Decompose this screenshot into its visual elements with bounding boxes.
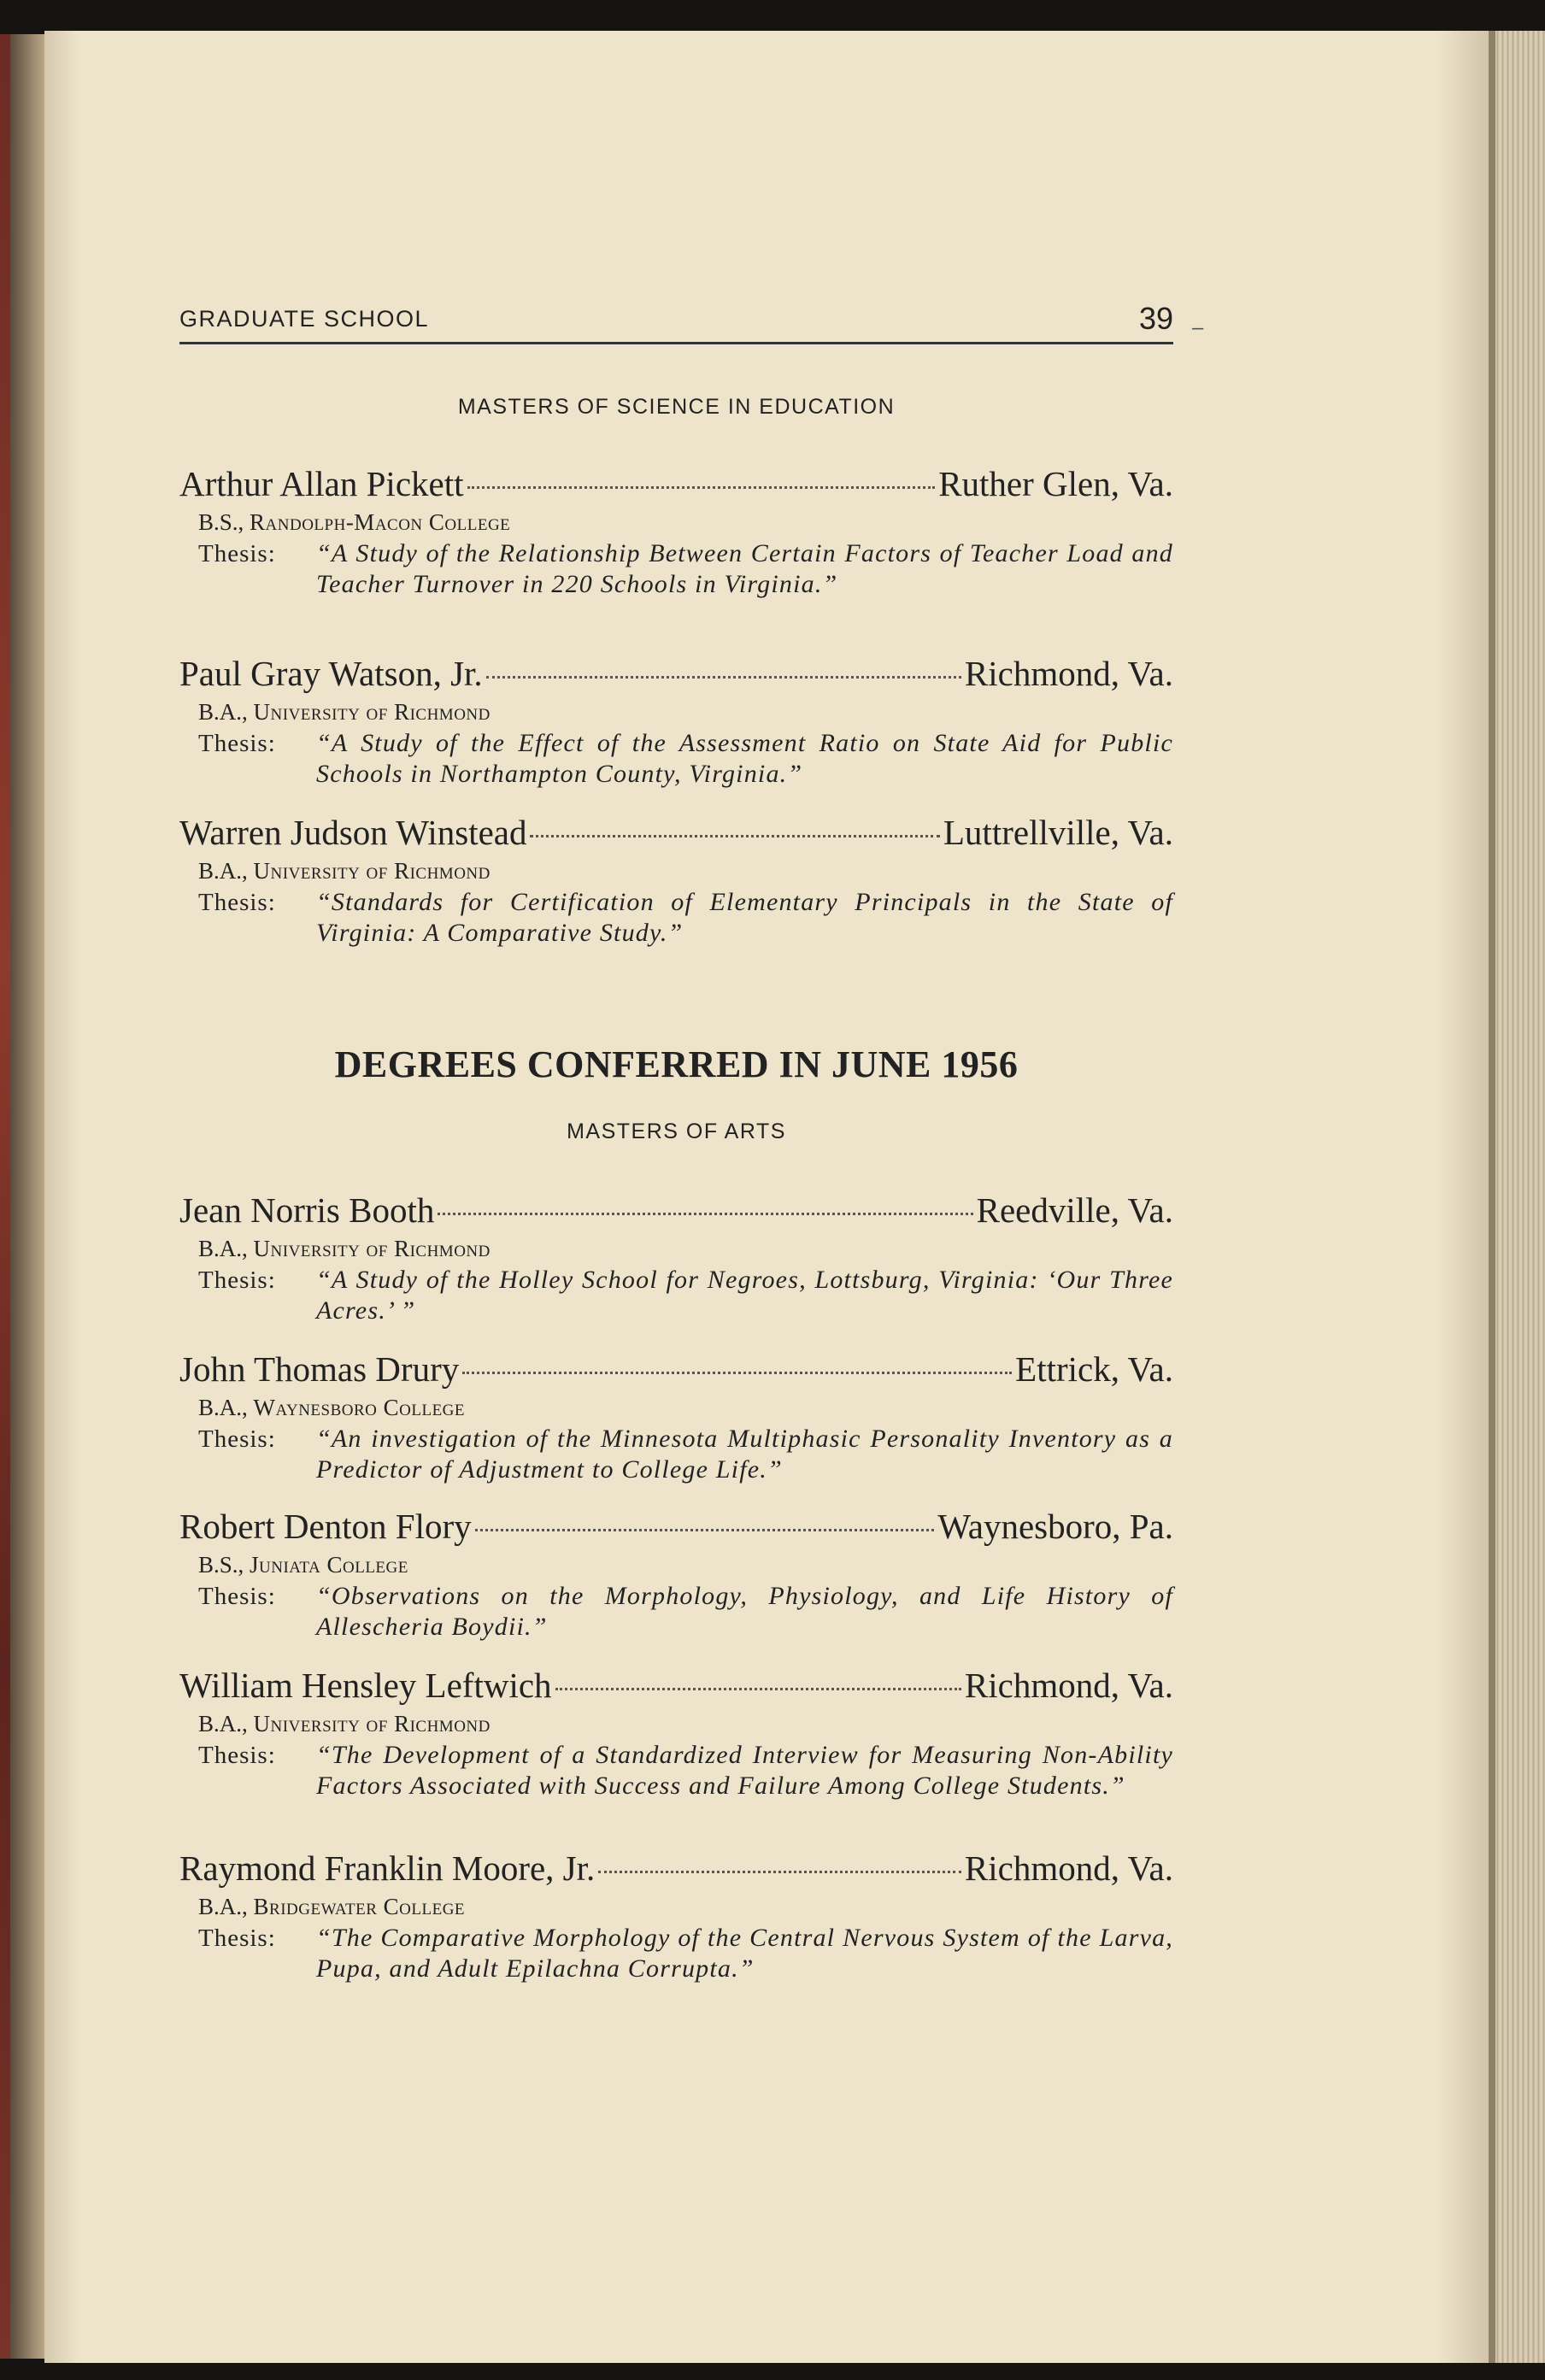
binding-cloth-edge xyxy=(0,34,10,2359)
graduate-hometown: Ruther Glen, Va. xyxy=(938,464,1173,503)
graduate-name: Arthur Allan Pickett xyxy=(179,464,464,503)
margin-mark: – xyxy=(1192,316,1204,339)
graduate-entry xyxy=(179,1846,1173,1984)
graduate-hometown: Waynesboro, Pa. xyxy=(937,1507,1173,1546)
degree-abbrev: B.S., xyxy=(198,509,244,535)
thesis-title: “Standards for Certification of Elementary Principals in the State of Virginia: A Comparative Study.” xyxy=(316,888,1173,947)
graduate-name-line xyxy=(179,1663,1173,1709)
thesis-label: Thesis: xyxy=(198,1425,276,1453)
graduate-name-line xyxy=(179,1846,1173,1892)
degree-college: Waynesboro College xyxy=(253,1395,466,1420)
degree-abbrev: B.A., xyxy=(198,1711,248,1737)
graduate-name-line xyxy=(179,1347,1173,1393)
thesis-label: Thesis: xyxy=(198,540,276,567)
degree-college: University of Richmond xyxy=(253,1236,491,1261)
graduate-hometown: Luttrellville, Va. xyxy=(943,813,1173,852)
graduate-name: Jean Norris Booth xyxy=(179,1190,435,1230)
dot-leader xyxy=(598,1871,961,1873)
graduate-name: Raymond Franklin Moore, Jr. xyxy=(179,1848,596,1888)
prior-degree xyxy=(198,1234,1173,1265)
thesis-title: “Observations on the Morphology, Physiology, and Life History of Allescheria Boydii.” xyxy=(316,1582,1173,1641)
dot-leader xyxy=(438,1213,972,1215)
graduate-hometown: Richmond, Va. xyxy=(964,1848,1173,1888)
dot-leader xyxy=(467,486,936,489)
page-edges-right xyxy=(1489,31,1545,2363)
section-heading-mse: MASTERS OF SCIENCE IN EDUCATION xyxy=(457,395,896,419)
running-head xyxy=(179,301,1173,352)
dot-leader xyxy=(462,1372,1012,1374)
graduate-name: Robert Denton Flory xyxy=(179,1507,472,1546)
degree-college: Randolph-Macon College xyxy=(250,509,511,535)
graduate-entry xyxy=(179,651,1173,790)
thesis-label: Thesis: xyxy=(198,1266,276,1294)
prior-degree xyxy=(198,1550,1173,1581)
header-rule xyxy=(179,342,1173,344)
thesis-block xyxy=(198,1923,1173,1984)
dot-leader xyxy=(530,835,939,837)
graduate-name-line xyxy=(179,461,1173,508)
thesis-title: “The Development of a Standardized Interview for Measuring Non-Ability Factors Associated with Success and Failure Among College Students.” xyxy=(316,1741,1173,1800)
thesis-block xyxy=(198,538,1173,600)
graduate-entry xyxy=(179,1188,1173,1326)
prior-degree xyxy=(198,1709,1173,1740)
graduate-name-line xyxy=(179,1188,1173,1234)
thesis-label: Thesis: xyxy=(198,889,276,916)
degree-college: Juniata College xyxy=(250,1552,408,1578)
thesis-title: “A Study of the Relationship Between Certain Factors of Teacher Load and Teacher Turnover in 220 Schools in Virginia.” xyxy=(316,539,1173,598)
graduate-name-line xyxy=(179,810,1173,856)
graduate-name: John Thomas Drury xyxy=(179,1349,460,1389)
degree-abbrev: B.A., xyxy=(198,1395,248,1420)
graduate-hometown: Richmond, Va. xyxy=(964,654,1173,693)
thesis-title: “A Study of the Holley School for Negroes, Lottsburg, Virginia: ‘Our Three Acres.’ ” xyxy=(316,1266,1173,1325)
graduate-name: William Hensley Leftwich xyxy=(179,1666,552,1705)
section-heading-ma: MASTERS OF ARTS xyxy=(567,1119,786,1143)
degree-abbrev: B.A., xyxy=(198,1894,248,1919)
graduate-entry xyxy=(179,1504,1173,1642)
thesis-block xyxy=(198,1424,1173,1485)
graduate-hometown: Richmond, Va. xyxy=(964,1666,1173,1705)
thesis-label: Thesis: xyxy=(198,1583,276,1610)
graduate-name: Paul Gray Watson, Jr. xyxy=(179,654,483,693)
thesis-block xyxy=(198,1581,1173,1642)
degree-abbrev: B.A., xyxy=(198,858,248,884)
thesis-block xyxy=(198,728,1173,790)
thesis-label: Thesis: xyxy=(198,730,276,757)
prior-degree xyxy=(198,856,1173,887)
thesis-title: “A Study of the Effect of the Assessment Ratio on State Aid for Public Schools in Northampton County, Virginia.” xyxy=(316,729,1173,788)
dot-leader xyxy=(475,1529,935,1531)
degree-abbrev: B.A., xyxy=(198,1236,248,1261)
graduate-entry xyxy=(179,461,1173,600)
page-number: 39 xyxy=(1138,301,1173,336)
running-head-title: GRADUATE SCHOOL xyxy=(179,306,430,332)
prior-degree xyxy=(198,1892,1173,1923)
thesis-block xyxy=(198,1265,1173,1326)
graduate-entry xyxy=(179,810,1173,949)
thesis-title: “An investigation of the Minnesota Multiphasic Personality Inventory as a Predictor of Adjustment to College Life.” xyxy=(316,1425,1173,1484)
graduate-name-line xyxy=(179,1504,1173,1550)
graduate-entry xyxy=(179,1347,1173,1485)
thesis-block xyxy=(198,1740,1173,1801)
degree-abbrev: B.S., xyxy=(198,1552,244,1578)
thesis-label: Thesis: xyxy=(198,1925,276,1952)
degree-college: University of Richmond xyxy=(253,699,491,725)
degree-college: University of Richmond xyxy=(253,858,491,884)
thesis-block xyxy=(198,887,1173,949)
graduate-entry xyxy=(179,1663,1173,1801)
degrees-conferred-heading: DEGREES CONFERRED IN JUNE 1956 xyxy=(334,1043,1019,1085)
dot-leader xyxy=(486,676,961,679)
degree-abbrev: B.A., xyxy=(198,699,248,725)
graduate-hometown: Reedville, Va. xyxy=(976,1190,1173,1230)
page-gutter-shadow xyxy=(1489,31,1495,2363)
prior-degree xyxy=(198,508,1173,538)
degree-college: University of Richmond xyxy=(253,1711,491,1737)
degree-college: Bridgewater College xyxy=(253,1894,466,1919)
dot-leader xyxy=(555,1688,961,1690)
thesis-title: “The Comparative Morphology of the Central Nervous System of the Larva, Pupa, and Adult Epilachna Corrupta.” xyxy=(316,1924,1173,1983)
prior-degree xyxy=(198,1393,1173,1424)
graduate-hometown: Ettrick, Va. xyxy=(1015,1349,1173,1389)
graduate-name: Warren Judson Winstead xyxy=(179,813,527,852)
prior-degree xyxy=(198,697,1173,728)
thesis-label: Thesis: xyxy=(198,1742,276,1769)
graduate-name-line xyxy=(179,651,1173,697)
